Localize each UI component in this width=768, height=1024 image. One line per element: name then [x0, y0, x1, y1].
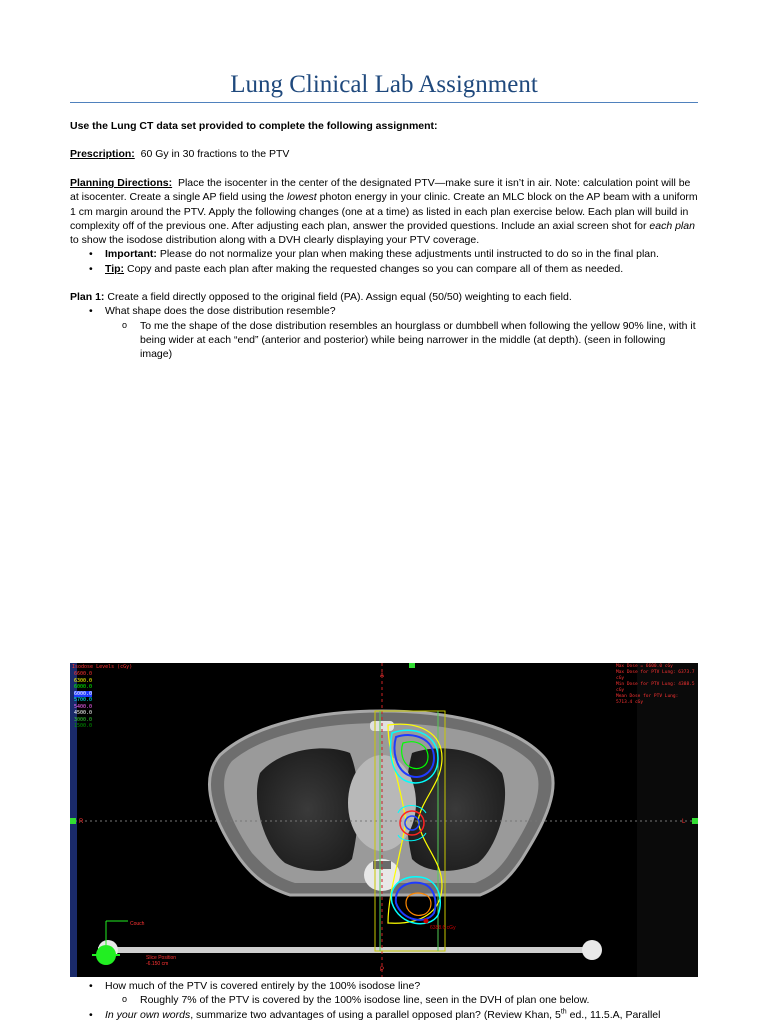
- isodose-item: 4500.0: [74, 710, 93, 716]
- right-border-strip: [637, 663, 698, 977]
- intro-paragraph: [70, 119, 700, 133]
- isodose-item: 1500.0: [74, 723, 93, 729]
- isodose-legend-title: Isodose Levels (cGy): [72, 664, 133, 670]
- title-rule: [70, 102, 698, 103]
- tip-label: Tip:: [105, 262, 125, 275]
- list-item-answer-coverage: [70, 993, 700, 1007]
- planning-directions: [70, 176, 700, 276]
- prescription-paragraph: [70, 147, 700, 161]
- plan-1-questions-continued: [70, 979, 700, 1022]
- top-edge-marker: [409, 663, 415, 668]
- dose-info-line: Max Dose = 6600.0 cGy: [616, 664, 673, 669]
- isodose-item: 6000.0: [74, 690, 93, 697]
- list-item-question-advantages: [70, 1008, 700, 1022]
- answer-shape: To me the shape of the dose distribution resembles an hourglass or dumbbell when following the yellow 90% line, with it being wider at each “end” (anterior and posterior) while being narrower in the middle (at depth). (seen in following image): [140, 319, 696, 361]
- isodose-legend: [74, 671, 92, 730]
- planning-text-3: to show the isodose distribution along with a DVH clearly displaying your PTV coverage.: [70, 234, 480, 247]
- isodose-item: 6600.0: [74, 671, 93, 677]
- question-advantages-text-a: , summarize two advantages of using a parallel opposed plan? (Review Khan, 5: [190, 1008, 561, 1021]
- right-edge-marker: [692, 818, 698, 824]
- planning-label: Planning Directions:: [70, 177, 173, 189]
- planning-emph-lowest: lowest: [286, 191, 317, 204]
- prescription-text: 60 Gy in 30 fractions to the PTV: [140, 148, 290, 160]
- planning-emph-each-plan: each plan: [649, 219, 695, 232]
- ct-image: [70, 663, 698, 977]
- question-shape: What shape does the dose distribution resemble?: [105, 305, 336, 318]
- orientation-anterior: A: [380, 673, 385, 679]
- planning-text-1: Place the isocenter in the center of the designated PTV—make sure it isn’t in air. Note: calculation point will be at isocenter. Create a single AP field using the: [70, 177, 691, 204]
- dose-info-panel: [616, 664, 696, 706]
- important-label: Important:: [105, 248, 157, 261]
- orientation-right: R: [79, 819, 84, 825]
- planning-text-2: photon energy in your clinic. Create an MLC block on the AP beam with a uniform 1 cm margin around the PTV. Apply the following changes (one at a time) as listed in each plan exercise below. Each plan will build in complexity off of the previous one. After adjusting each plan, answer the provided questions. Include an axial screen shot for: [70, 191, 698, 232]
- important-text: Please do not normalize your plan when making these adjustments until instructed to do so in the final plan.: [156, 248, 659, 261]
- list-item-important: [70, 247, 700, 261]
- intro-text: Use the Lung CT data set provided to complete the following assignment:: [70, 120, 438, 132]
- question-advantages-sup: th: [560, 1008, 567, 1016]
- plan-1-text: Create a field directly opposed to the original field (PA). Assign equal (50/50) weighting to each field.: [104, 291, 572, 303]
- couch-label: Couch: [130, 921, 145, 927]
- question-coverage: How much of the PTV is covered entirely by the 100% isodose line?: [105, 980, 421, 992]
- list-item-answer-shape: [70, 319, 700, 362]
- ct-axial-screenshot: [70, 663, 698, 977]
- prescription-label: Prescription:: [70, 148, 135, 160]
- dose-info-line: Max Dose for PTV Lung: 6373.7 cGy: [616, 670, 695, 681]
- question-advantages-text-b: ed., 11.5.A, Parallel: [566, 1008, 661, 1021]
- slice-position-label: Slice Position -6.150 cm: [146, 955, 177, 967]
- orientation-posterior: P: [380, 967, 385, 973]
- orientation-left: L: [682, 819, 686, 825]
- isodose-item: 3000.0: [74, 716, 93, 723]
- list-item-question-coverage: [70, 979, 700, 993]
- isodose-item: 5400.0: [74, 703, 93, 710]
- isodose-item: 6300.0: [74, 677, 93, 684]
- hot-spot-marker: [424, 919, 429, 924]
- list-item-question-shape: [70, 304, 700, 318]
- answer-coverage: Roughly 7% of the PTV is covered by the 100% isodose line, seen in the DVH of plan one below.: [140, 994, 590, 1007]
- question-advantages-emph: In your own words: [105, 1008, 191, 1021]
- dose-info-line: Min Dose for PTV Lung: 4388.5 cGy: [616, 682, 695, 693]
- isodose-item: 5700.0: [74, 697, 93, 703]
- tip-text: Copy and paste each plan after making the requested changes so you can compare all of them as needed.: [124, 262, 624, 275]
- isodose-item: 6000.0: [74, 684, 93, 690]
- document-title: Lung Clinical Lab Assignment: [230, 71, 538, 98]
- hot-spot-label: 6388.6 cGy: [430, 925, 456, 931]
- plan-1-section: [70, 290, 700, 361]
- left-edge-marker: [70, 818, 76, 824]
- list-item-tip: [70, 262, 700, 276]
- dose-info-line: Mean Dose for PTV Lung: 5713.4 cGy: [616, 694, 679, 705]
- plan-1-label: Plan 1:: [70, 291, 105, 303]
- couch: [98, 947, 598, 953]
